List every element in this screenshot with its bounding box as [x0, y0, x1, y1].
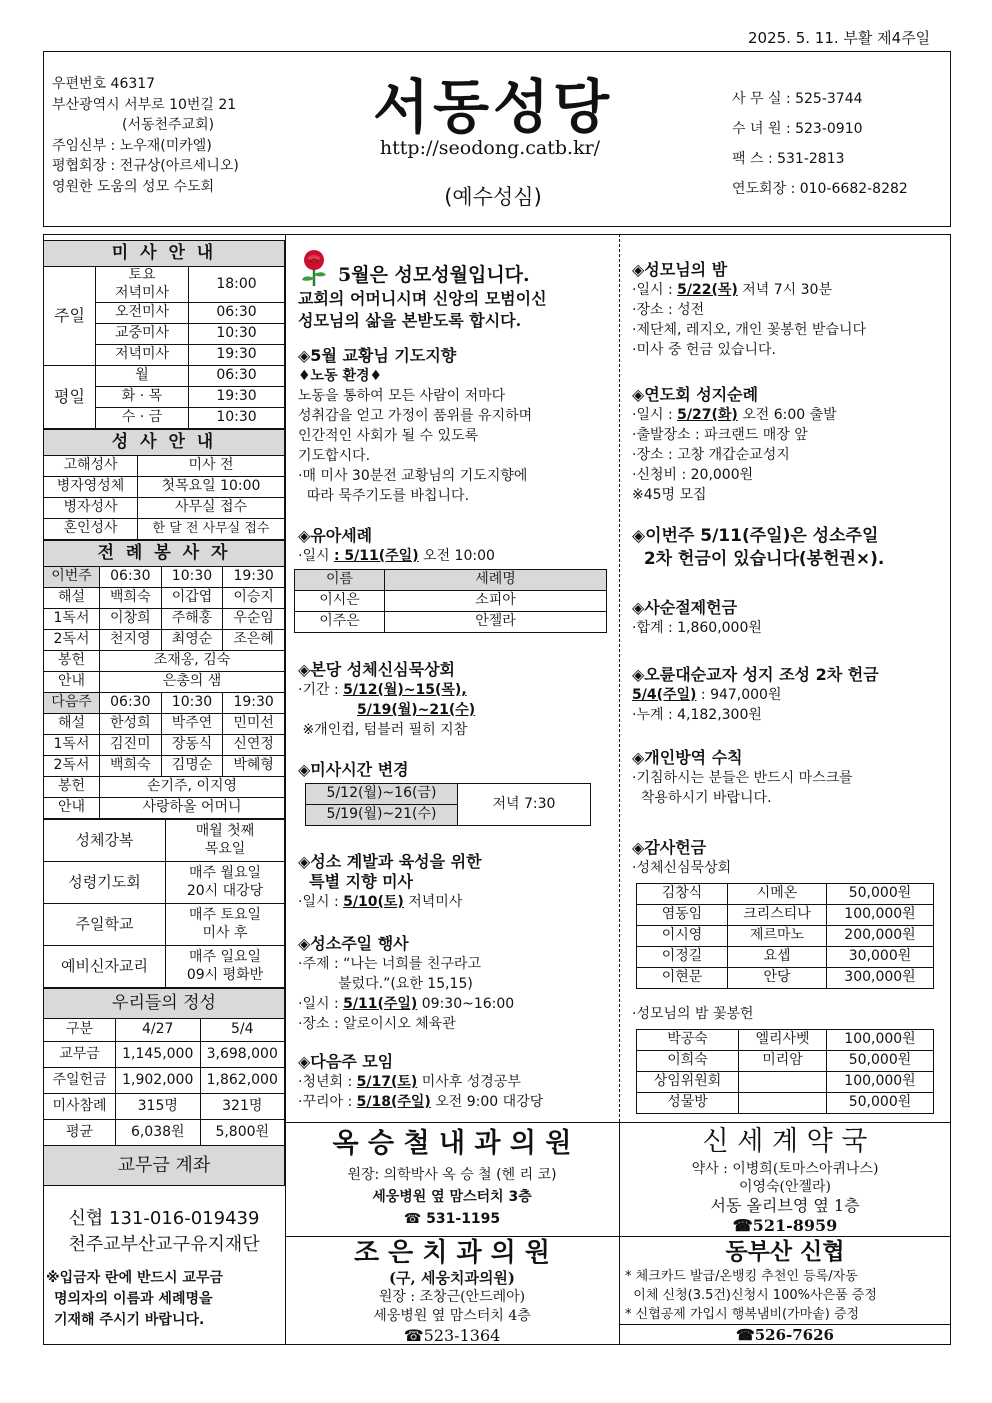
account-info	[43, 1206, 285, 1258]
offering-title: 우리들의 정성	[44, 989, 285, 1019]
offering-value: 3,698,000	[200, 1042, 285, 1068]
convent: 영원한 도움의 성모 수도회	[52, 178, 215, 195]
baptism-saint: 소피아	[385, 591, 607, 612]
offering-header: 구분	[44, 1019, 116, 1042]
server-cell: 사랑하올 어머니	[100, 798, 285, 819]
offering-value: 1,902,000	[116, 1068, 201, 1094]
server-cell: 06:30	[100, 567, 162, 588]
vocation-day-title: ◈성소주일 행사	[298, 934, 409, 953]
server-role: 2독서	[44, 630, 100, 651]
address: 부산광역시 서부로 10번길 21	[52, 96, 237, 113]
lent-title: ◈사순절제헌금	[632, 598, 738, 617]
mass-time: 18:00	[189, 267, 285, 303]
mask-section: ◈개인방역 수칙 ·기침하시는 분들은 반드시 마스크를 착용하시기 바랍니다.	[632, 748, 853, 806]
ad-dental: 조 은 치 과 의 원 (구, 세웅치과의원) 원장 : 조창근(안드레아) 세웅병원 옆 맘스터치 4층 ☎523-1364	[285, 1237, 619, 1346]
church-name: (서동천주교회)	[122, 117, 215, 133]
offering-value: 6,038원	[116, 1120, 201, 1146]
server-cell: 신연정	[223, 735, 285, 756]
offering-header: 4/27	[116, 1019, 201, 1042]
server-cell: 조재옹, 김숙	[100, 651, 285, 672]
event-time: 매주 토요일 미사 후	[166, 904, 285, 946]
pope-sub: ♦노동 환경♦	[298, 368, 383, 384]
mass-time: 06:30	[189, 366, 285, 387]
retreat-section: ◈본당 성체신심묵상회 ·기간 : 5/12(월)~15(목), 5/19(월)~21(수) ※개인컵, 텀블러 필히 지참	[298, 660, 476, 738]
contacts	[732, 84, 908, 204]
offering-label: 교무금	[44, 1042, 116, 1068]
sacrament-time: 사무실 접수	[138, 498, 285, 519]
event-time: 매주 월요일 20시 대강당	[166, 862, 285, 904]
server-cell: 10:30	[161, 693, 223, 714]
event-time: 매월 첫째 목요일	[166, 820, 285, 862]
server-role: 1독서	[44, 735, 100, 756]
mass-table	[43, 240, 285, 429]
server-role: 이번주	[44, 567, 100, 588]
server-role: 1독서	[44, 609, 100, 630]
next-meeting-section: ◈다음주 모임 ·청년회 : 5/17(토) 미사후 성경공부 ·꾸리아 : 5/18(주일) 오전 9:00 대강당	[298, 1052, 544, 1110]
account-note: ※입금자 란에 반드시 교무금 명의자의 이름과 세례명을 기재해 주시기 바랍니다.	[46, 1270, 223, 1328]
server-cell: 이승지	[223, 588, 285, 609]
server-cell: 19:30	[223, 567, 285, 588]
mass-name: 오전미사	[96, 303, 189, 324]
baptism-table-wrap	[294, 569, 607, 633]
events-table	[43, 819, 285, 988]
server-cell: 06:30	[100, 693, 162, 714]
offering-header: 5/4	[200, 1019, 285, 1042]
event-name: 주일학교	[44, 904, 166, 946]
mass-day: 화 · 목	[96, 387, 189, 408]
server-cell: 김진미	[100, 735, 162, 756]
ad-dental-title: 조 은 치 과 의 원	[354, 1238, 550, 1268]
ad-credit-union: 동부산 신협 * 체크카드 발급/온뱅킹 추천인 등록/자동 이체 신청(3.5건)신청시 100%사은품 증정 * 신협공제 가입시 행복냄비(가마솥) 증정	[619, 1237, 951, 1324]
vocation-day-section: ◈성소주일 행사 ·주제 : “나는 너희를 친구라고 불렀다.”(요한 15,15) ·일시 : 5/11(주일) 09:30~16:00 ·장소 : 알로이시오 체육관	[298, 934, 515, 1032]
server-role: 2독서	[44, 756, 100, 777]
baptism-name: 이주은	[295, 612, 385, 633]
baptism-table	[294, 569, 607, 633]
mass-day: 월	[96, 366, 189, 387]
thanks-table-2: 박공숙 엘리사벳 100,000원 이희숙 미리암 50,000원 상임위원회 100,000원 성물방 50,000원	[636, 1029, 934, 1114]
motto: (예수성심)	[444, 185, 542, 209]
mass-title: 미 사 안 내	[44, 241, 285, 267]
retreat-title: ◈본당 성체신심묵상회	[298, 660, 455, 679]
event-name: 예비신자교리	[44, 946, 166, 988]
offering-value: 1,862,000	[200, 1068, 285, 1094]
header-address	[52, 74, 239, 197]
server-cell: 19:30	[223, 693, 285, 714]
server-cell: 천지영	[100, 630, 162, 651]
server-cell: 주해홍	[161, 609, 223, 630]
ad-pharmacy: 신 세 계 약 국 약사 : 이병희(토마스아퀴나스) 이영숙(안젤라) 서동 올리브영 옆 1층 ☎521-8959	[619, 1124, 951, 1236]
server-role: 해설	[44, 588, 100, 609]
offering-value: 5,800원	[200, 1120, 285, 1146]
weekday-label: 평일	[44, 366, 96, 429]
event-name: 성령기도회	[44, 862, 166, 904]
ad-clinic: 옥 승 철 내 과 의 원 원장: 의학박사 옥 승 철 (헨 리 코) 세웅병원 옆 맘스터치 3층 ☎ 531-1195	[285, 1124, 619, 1230]
pilgrimage-section: ◈연도회 성지순례 ·일시 : 5/27(화) 오전 6:00 출발 ·출발장소 : 파크랜드 매장 앞 ·장소 : 고창 개갑순교성지 ·신청비 : 20,000원 ※45명 모집	[632, 385, 837, 503]
event-name: 성체강복	[44, 820, 166, 862]
lent-section: ◈사순절제헌금 ·합계 : 1,860,000원	[632, 598, 762, 636]
mass-change-title: ◈미사시간 변경	[298, 760, 409, 779]
server-cell: 은총의 샘	[100, 672, 285, 693]
sacrament-time: 미사 전	[138, 456, 285, 477]
offering-value: 315명	[116, 1094, 201, 1120]
martyr-title: ◈오륜대순교자 성지 조성 2차 헌금	[632, 665, 879, 684]
issue-date: 2025. 5. 11. 부활 제4주일	[748, 29, 931, 47]
ad-clinic-title: 옥 승 철 내 과 의 원	[332, 1128, 572, 1159]
thanks-title: ◈감사헌금	[632, 838, 707, 857]
sacrament-name: 병자성사	[44, 498, 138, 519]
mass-time: 10:30	[189, 408, 285, 429]
server-cell: 손기주, 이지영	[100, 777, 285, 798]
account-title: 교무금 계좌	[43, 1146, 285, 1186]
baptism-header: 세례명	[385, 570, 607, 591]
sacrament-name: 병자영성체	[44, 477, 138, 498]
mask-title: ◈개인방역 수칙	[632, 748, 743, 767]
baptism-name: 이시은	[295, 591, 385, 612]
server-role: 봉헌	[44, 777, 100, 798]
pastor: 주임신부 : 노우재(미카엘)	[52, 137, 212, 154]
ad-pharmacy-title: 신 세 계 약 국	[702, 1126, 868, 1157]
server-cell: 박주연	[161, 714, 223, 735]
mass-name: 교중미사	[96, 324, 189, 345]
change-date: 5/19(월)~21(수)	[306, 805, 458, 826]
left-column	[43, 240, 285, 1186]
offering-value: 1,145,000	[116, 1042, 201, 1068]
server-role: 안내	[44, 798, 100, 819]
server-cell: 김명순	[161, 756, 223, 777]
baptism-header: 이름	[295, 570, 385, 591]
server-role: 해설	[44, 714, 100, 735]
mass-change-table-wrap	[305, 783, 591, 826]
thanks-sub2: ·성모님의 밤 꽃봉헌	[632, 1006, 754, 1022]
server-cell: 이창희	[100, 609, 162, 630]
pope-section: ◈5월 교황님 기도지향 ♦노동 환경♦ 노동을 통하여 모든 사람이 저마다 성취감을 얻고 가정이 품위를 유지하며 인간적인 사회가 될 수 있도록 기도합시다. ·매 미사 30분전 교황님의 기도지향에 따라 묵주기도를 바칩니다.	[298, 346, 533, 504]
thanks-table1-wrap	[636, 883, 934, 989]
account-number: 신협 131-016-019439	[68, 1208, 260, 1229]
page-title: 서동성당	[372, 73, 614, 141]
sacrament-time: 한 달 전 사무실 접수	[138, 519, 285, 540]
servers-title: 전 례 봉 사 자	[44, 541, 285, 567]
pilgrimage-title: ◈연도회 성지순례	[632, 385, 759, 404]
thanks-section	[632, 838, 731, 878]
server-role: 다음주	[44, 693, 100, 714]
pope-title: ◈5월 교황님 기도지향	[298, 346, 457, 365]
change-time: 저녁 7:30	[458, 784, 591, 826]
offering-label: 미사참례	[44, 1094, 116, 1120]
server-cell: 이갑엽	[161, 588, 223, 609]
sunday-label: 주일	[44, 267, 96, 366]
server-cell: 조은혜	[223, 630, 285, 651]
sacrament-name: 고해성사	[44, 456, 138, 477]
mary-night-title: ◈성모님의 밤	[632, 260, 728, 279]
server-cell: 박혜형	[223, 756, 285, 777]
mass-name: 토요 저녁미사	[96, 267, 189, 303]
server-cell: 백희숙	[100, 588, 162, 609]
offering-label: 주일헌금	[44, 1068, 116, 1094]
thanks-sub1: ·성체신심묵상회	[632, 860, 732, 876]
mass-time: 06:30	[189, 303, 285, 324]
mass-change-section	[298, 760, 409, 780]
baptism-saint: 안젤라	[385, 612, 607, 633]
mass-time: 10:30	[189, 324, 285, 345]
mary-night-section: ◈성모님의 밤 ·일시 : 5/22(목) 저녁 7시 30분 ·장소 : 성전 ·제단체, 레지오, 개인 꽃봉헌 받습니다 ·미사 중 헌금 있습니다.	[632, 260, 867, 358]
server-role: 봉헌	[44, 651, 100, 672]
vocation-mass-section: ◈성소 계발과 육성을 위한 특별 지향 미사 ·일시 : 5/10(토) 저녁미사	[298, 852, 482, 910]
server-role: 안내	[44, 672, 100, 693]
martyr-section: ◈오륜대순교자 성지 조성 2차 헌금 5/4(주일) : 947,000원 ·누계 : 4,182,300원	[632, 665, 879, 723]
thanks-table2-wrap	[636, 1029, 934, 1114]
baptism-section: ◈유아세례 ·일시 : 5/11(주일) 오전 10:00	[298, 526, 495, 564]
mass-name: 저녁미사	[96, 345, 189, 366]
server-cell: 최영순	[161, 630, 223, 651]
ad-credit-title: 동부산 신협	[725, 1239, 845, 1265]
event-time: 매주 일요일 09시 평화반	[166, 946, 285, 988]
mass-time: 19:30	[189, 345, 285, 366]
contact-convent: 수 녀 원 : 523-0910	[732, 121, 863, 137]
mass-change-table	[305, 783, 591, 826]
change-date: 5/12(월)~16(금)	[306, 784, 458, 805]
offering-value: 321명	[200, 1094, 285, 1120]
mass-time: 19:30	[189, 387, 285, 408]
server-cell: 한성희	[100, 714, 162, 735]
thanks-table-1: 김창식 시메온 50,000원 염동임 크리스티나 100,000원 이시영 제르마노 200,000원 이정길 요셉 30,000원 이현문 안당 300,000원	[636, 883, 934, 989]
sacrament-name: 혼인성사	[44, 519, 138, 540]
site-url[interactable]: http://seodong.catb.kr/	[379, 137, 601, 159]
server-cell: 백희숙	[100, 756, 162, 777]
contact-office: 사 무 실 : 525-3744	[732, 91, 863, 107]
sacrament-title: 성 사 안 내	[44, 430, 285, 456]
contact-fax: 팩 스 : 531-2813	[732, 151, 845, 167]
servers-table	[43, 540, 285, 819]
contact-yeondo: 연도회장 : 010-6682-8282	[732, 181, 908, 197]
sacrament-table	[43, 429, 285, 540]
server-cell: 10:30	[161, 567, 223, 588]
mass-day: 수 · 금	[96, 408, 189, 429]
rose-icon	[296, 248, 332, 288]
server-cell: 우순임	[223, 609, 285, 630]
next-meeting-title: ◈다음주 모임	[298, 1052, 394, 1071]
account-owner: 천주교부산교구유지재단	[68, 1234, 260, 1255]
postal-code: 우편번호 46317	[52, 76, 156, 92]
ad-credit-phone: ☎526-7626	[736, 1326, 834, 1344]
may-title: 5월은 성모성월입니다.	[338, 264, 530, 286]
baptism-title: ◈유아세례	[298, 526, 373, 545]
server-cell: 장동식	[161, 735, 223, 756]
offering-table	[43, 988, 285, 1146]
sacrament-time: 첫목요일 10:00	[138, 477, 285, 498]
may-text: 교회의 어머니시며 신앙의 모범이신 성모님의 삶을 본받도록 합시다.	[298, 289, 547, 330]
second-collection: ◈이번주 5/11(주일)은 성소주일 2차 헌금이 있습니다(봉헌권×).	[632, 526, 885, 569]
offering-label: 평균	[44, 1120, 116, 1146]
server-cell: 민미선	[223, 714, 285, 735]
council-president: 평협회장 : 전규상(아르세니오)	[52, 158, 239, 174]
